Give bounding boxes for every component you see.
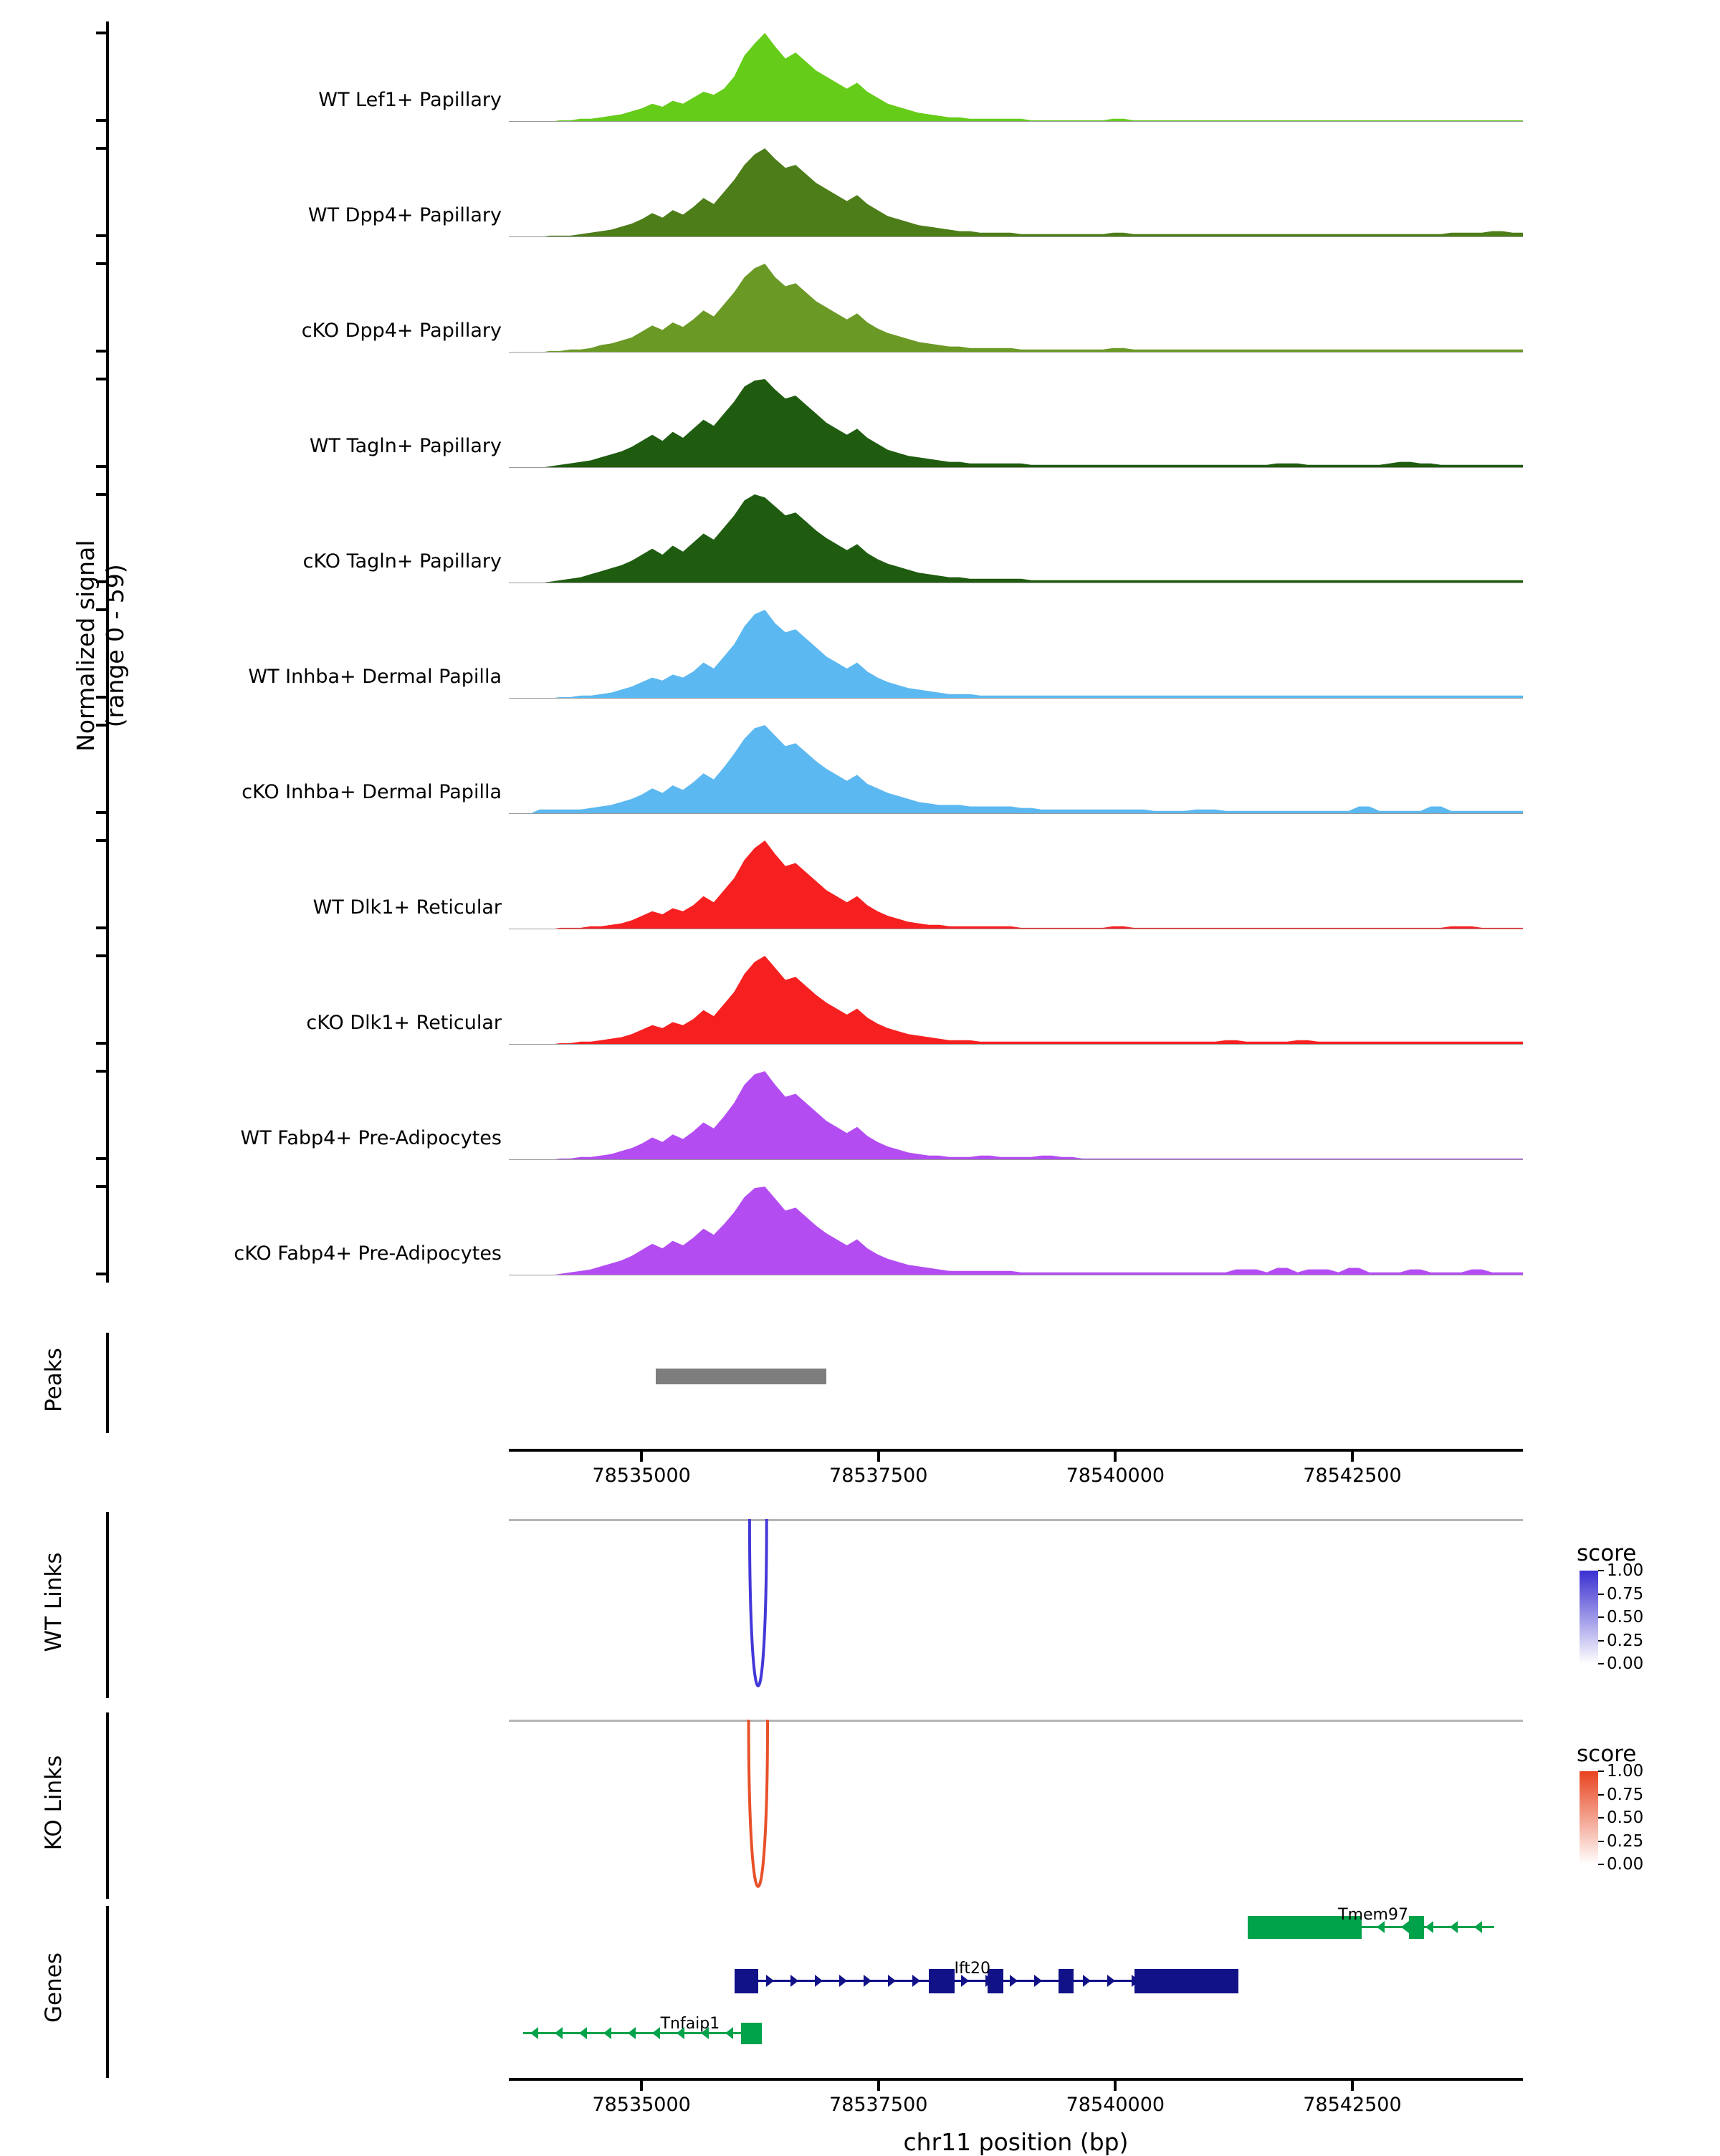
ko-links-legend-tick (1598, 1794, 1604, 1796)
gene-label-tmem97: Tmem97 (1338, 1906, 1408, 1924)
signal-axis-tick (96, 1273, 108, 1275)
ko-links-legend-label-3: 0.25 (1607, 1831, 1644, 1851)
gene-exon-ift20-3 (1059, 1969, 1074, 1993)
ko-links-legend-gradient (1580, 1771, 1598, 1864)
coverage-track-4 (509, 490, 1523, 583)
wt-links-legend-tick (1598, 1663, 1604, 1664)
coverage-area (509, 490, 1523, 583)
track-label-8: cKO Dlk1+ Reticular (306, 1012, 502, 1034)
peaks-x-tick-label-3: 78542500 (1303, 1465, 1402, 1487)
gene-body-tnfaip1 (523, 2024, 762, 2043)
wt-links-legend-label-0: 1.00 (1607, 1561, 1644, 1580)
genes-x-tick-label-1: 78537500 (829, 2094, 928, 2116)
coverage-track-5 (509, 605, 1523, 699)
wt-links-legend-tick (1598, 1616, 1604, 1618)
coverage-area (509, 836, 1523, 929)
genes-x-tick-label-0: 78535000 (592, 2094, 691, 2116)
track-label-6: cKO Inhba+ Dermal Papilla (242, 781, 502, 803)
track-baseline (509, 813, 1523, 814)
genes-axis-spine (106, 1906, 109, 2078)
track-baseline (509, 1159, 1523, 1160)
track-label-5: WT Inhba+ Dermal Papilla (248, 666, 502, 688)
signal-axis-tick (96, 147, 108, 150)
signal-axis-tick (96, 1185, 108, 1188)
signal-axis-tick (96, 234, 108, 237)
signal-axis-tick (96, 32, 108, 34)
signal-axis-tick (96, 119, 108, 122)
peaks-x-axis-line (509, 1449, 1523, 1452)
track-baseline (509, 236, 1523, 237)
track-baseline (509, 352, 1523, 353)
ko-links-axis-spine (106, 1712, 109, 1899)
coverage-area (509, 29, 1523, 122)
wt-links-legend-label-1: 0.75 (1607, 1584, 1644, 1604)
track-label-9: WT Fabp4+ Pre-Adipocytes (240, 1127, 502, 1149)
signal-axis-tick (96, 1157, 108, 1160)
track-baseline (509, 1044, 1523, 1045)
wt-links-legend-label-3: 0.25 (1607, 1631, 1644, 1650)
track-label-0: WT Lef1+ Papillary (318, 89, 502, 111)
signal-axis-tick (96, 262, 108, 265)
ko-links-panel-label: KO Links (41, 1755, 67, 1851)
peaks-panel-label: Peaks (41, 1348, 67, 1412)
ko-links-legend-tick (1598, 1817, 1604, 1819)
genes-x-axis-line (509, 2078, 1523, 2081)
gene-label-ift20: Ift20 (954, 1960, 990, 1978)
peaks-axis-spine (106, 1333, 109, 1433)
coverage-track-6 (509, 721, 1523, 814)
track-label-2: cKO Dpp4+ Papillary (301, 320, 502, 342)
genes-panel-label: Genes (41, 1953, 67, 2023)
genes-x-tick (1114, 2081, 1117, 2091)
ko-links-legend-label-0: 1.00 (1607, 1762, 1644, 1781)
x-axis-title: chr11 position (bp) (903, 2128, 1129, 2156)
y-axis-title-line1: Normalized signal (71, 540, 100, 752)
peak-region-0 (656, 1369, 826, 1384)
peaks-x-tick (1114, 1452, 1117, 1462)
gene-exon-ift20-4 (1134, 1969, 1238, 1993)
coverage-track-10 (509, 1182, 1523, 1275)
wt-links-legend-title: score (1577, 1541, 1637, 1566)
coverage-area (509, 1182, 1523, 1275)
wt-links-legend-tick (1598, 1640, 1604, 1642)
gene-exon-ift20-1 (929, 1969, 955, 1993)
genes-x-tick-label-2: 78540000 (1066, 2094, 1165, 2116)
coverage-area (509, 375, 1523, 468)
ko-links-legend-tick (1598, 1771, 1604, 1772)
gene-exon-tmem97-1 (1409, 1916, 1424, 1939)
track-baseline (509, 698, 1523, 699)
signal-axis-tick (96, 1042, 108, 1045)
ko-links-panel-label-arcs (509, 1712, 1523, 1899)
signal-axis-tick (96, 926, 108, 929)
peaks-x-tick (1351, 1452, 1354, 1462)
track-label-7: WT Dlk1+ Reticular (312, 896, 502, 919)
coverage-track-7 (509, 836, 1523, 929)
ko-links-legend-title: score (1577, 1741, 1637, 1767)
signal-axis-tick (96, 1070, 108, 1073)
track-baseline (509, 467, 1523, 468)
coverage-area (509, 952, 1523, 1045)
track-label-3: WT Tagln+ Papillary (309, 435, 502, 457)
coverage-track-3 (509, 375, 1523, 468)
wt-links-panel-label-arcs (509, 1512, 1523, 1698)
track-baseline (509, 121, 1523, 122)
coverage-area (509, 1067, 1523, 1160)
ko-links-legend-tick (1598, 1841, 1604, 1842)
coverage-area (509, 144, 1523, 237)
track-label-1: WT Dpp4+ Papillary (307, 204, 502, 226)
wt-links-legend-label-4: 0.00 (1607, 1654, 1644, 1673)
ko-links-legend-label-4: 0.00 (1607, 1855, 1644, 1874)
wt-links-legend-gradient (1580, 1571, 1598, 1664)
track-label-4: cKO Tagln+ Papillary (302, 550, 502, 572)
coverage-area (509, 721, 1523, 814)
wt-links-panel-label: WT Links (41, 1552, 67, 1652)
peaks-x-tick (640, 1452, 643, 1462)
genes-x-tick (640, 2081, 643, 2091)
ko-links-legend-label-2: 0.50 (1607, 1808, 1644, 1827)
wt-links-legend-tick (1598, 1570, 1604, 1571)
coverage-track-2 (509, 259, 1523, 353)
coverage-track-1 (509, 144, 1523, 237)
peaks-x-tick (877, 1452, 880, 1462)
ko-links-legend-tick (1598, 1864, 1604, 1865)
peaks-x-tick-label-2: 78540000 (1066, 1465, 1165, 1487)
signal-axis-tick (96, 954, 108, 957)
coverage-track-9 (509, 1067, 1523, 1160)
wt-links-legend-tick (1598, 1594, 1604, 1595)
wt-links-axis-spine (106, 1512, 109, 1698)
genes-x-tick (877, 2081, 880, 2091)
coverage-area (509, 259, 1523, 353)
wt-links-legend-label-2: 0.50 (1607, 1608, 1644, 1626)
gene-exon-ift20-0 (735, 1969, 758, 1993)
peaks-x-tick-label-1: 78537500 (829, 1465, 928, 1487)
genes-x-tick (1351, 2081, 1354, 2091)
y-axis-title-line2: (range 0 - 59) (101, 564, 129, 728)
coverage-track-8 (509, 952, 1523, 1045)
gene-exon-tnfaip1 (741, 2023, 762, 2044)
coverage-track-0 (509, 29, 1523, 122)
genes-x-tick-label-3: 78542500 (1303, 2094, 1402, 2116)
track-label-10: cKO Fabp4+ Pre-Adipocytes (234, 1242, 502, 1265)
gene-label-tnfaip1: Tnfaip1 (660, 2015, 720, 2033)
peaks-x-tick-label-0: 78535000 (592, 1465, 691, 1487)
ko-links-legend-label-1: 0.75 (1607, 1785, 1644, 1804)
signal-axis-tick (96, 350, 108, 353)
coverage-area (509, 605, 1523, 699)
